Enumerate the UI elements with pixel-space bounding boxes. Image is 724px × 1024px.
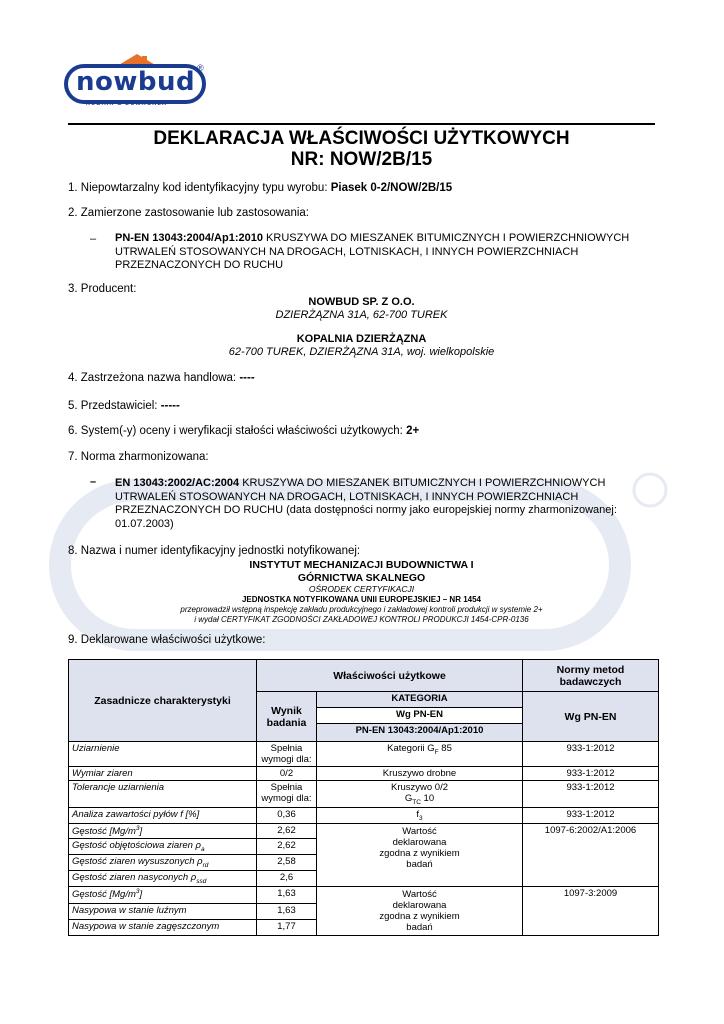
section-4-label: 4. Zastrzeżona nazwa handlowa: <box>68 372 240 384</box>
avcp-system: 2+ <box>406 425 420 437</box>
section-9-label: 9. Deklarowane właściwości użytkowe: <box>68 634 266 646</box>
row-category: Kategorii $G_F$ 85 <box>317 742 523 767</box>
section-8-label: 8. Nazwa i numer identyfikacyjny jednostki notyfikowanej: <box>68 545 361 557</box>
header-characteristics: Zasadnicze charakterystyki <box>69 660 257 742</box>
harmonised-standard-description: KRUSZYWA DO MIESZANEK BITUMICZNYCH I POWIERZCHNIOWYCH UTRWALEŃ STOSOWANYCH NA DROGACH, LOTNISKACH, I INNYCH POWIERZCHNIACH PRZEZNACZONYCH DO RUCHU (data dostępności normy jako europejskiej normy zharmonizowanej: 01.07.2003) <box>115 477 617 530</box>
row-characteristic: Gęstość ziaren wysuszonych $\rho_{rd}$ <box>69 854 257 870</box>
row-category: $f_3$ <box>317 807 523 823</box>
row-category-line1: Kruszywo 0/2 <box>390 782 449 793</box>
row-characteristic: Wymiar ziaren <box>69 767 257 781</box>
row-norm: 1097-6:2002/A1:2006 <box>523 823 659 886</box>
row-result: 0,36 <box>257 807 317 823</box>
row-category: Wartość deklarowana zgodna z wynikiem badań <box>317 886 523 935</box>
row-result: 1,77 <box>257 919 317 935</box>
row-norm: 933-1:2012 <box>523 807 659 823</box>
row-norm: 933-1:2012 <box>523 781 659 808</box>
row-result: 2,6 <box>257 870 317 886</box>
properties-table <box>68 659 659 936</box>
section-2-text <box>115 232 635 273</box>
row-category: Kruszywo 0/2 $G_{TC}$ 10 <box>317 781 523 808</box>
header-norms: Normy metod badawczych <box>523 660 659 692</box>
row-characteristic: Tolerancje uziarnienia <box>69 781 257 808</box>
row-result: 2,62 <box>257 823 317 838</box>
logo-text: nowbud <box>76 67 196 97</box>
header-standard: PN-EN 13043:2004/Ap1:2010 <box>317 724 523 742</box>
table-row <box>69 767 659 781</box>
header-category: KATEGORIA <box>317 692 523 708</box>
row-characteristic: Gęstość ziaren nasyconych $\rho_{ssd}$ <box>69 870 257 886</box>
row-characteristic: Gęstość objętościowa ziaren $\rho_a$ <box>69 838 257 854</box>
row-result: Spełnia wymogi dla: <box>257 742 317 767</box>
row-result: 2,62 <box>257 838 317 854</box>
mine-name: KOPALNIA DZIERŻĄZNA <box>296 333 427 345</box>
row-norm: 933-1:2012 <box>523 742 659 767</box>
section-2-description: KRUSZYWA DO MIESZANEK BITUMICZNYCH I POWIERZCHNIOWYCH UTRWALEŃ STOSOWANYCH NA DROGACH, LOTNISKACH, I INNYCH POWIERZCHNIACH PRZEZNACZONYCH DO RUCHU <box>115 232 630 271</box>
title-rule <box>68 123 655 125</box>
section-4 <box>68 372 255 384</box>
row-characteristic: Gęstość $[Mg/m^3]$ <box>69 823 257 838</box>
row-result: 1,63 <box>257 903 317 919</box>
bullet-dash: – <box>90 476 97 488</box>
representative: ----- <box>160 400 180 412</box>
row-characteristic: Nasypowa w stanie luźnym <box>69 903 257 919</box>
bullet-dash: – <box>90 233 97 245</box>
inspection-description: przeprowadził wstępną inspekcję zakładu produkcyjnego i zakładowej kontroli produkcji w systemie 2+ <box>180 605 543 614</box>
row-result: 2,58 <box>257 854 317 870</box>
certificate-description: i wydał CERTYFIKAT ZGODNOŚCI ZAKŁADOWEJ KONTROLI PRODUKCJI 1454-CPR-0136 <box>194 615 529 624</box>
section-6-label: 6. System(-y) oceny i weryfikacji stałości właściwości użytkowych: <box>68 425 407 437</box>
notified-body-name-2: GÓRNICTWA SKALNEGO <box>297 572 426 584</box>
certification-center: OŚRODEK CERTYFIKACJI <box>308 584 415 594</box>
producer-name: NOWBUD SP. Z O.O. <box>308 296 415 308</box>
declaration-number: NR: NOW/2B/15 <box>290 149 433 170</box>
section-2-label: 2. Zamierzone zastosowanie lub zastosowania: <box>68 207 309 219</box>
product-code: Piasek 0-2/NOW/2B/15 <box>330 182 453 194</box>
row-characteristic: Analiza zawartości pyłów f [%] <box>69 807 257 823</box>
section-5 <box>68 400 180 412</box>
section-7-text <box>115 477 640 531</box>
header-result: Wynik badania <box>257 692 317 742</box>
mine-address: 62-700 TUREK, DZIERŻĄZNA 31A, woj. wielkopolskie <box>228 346 495 358</box>
header-wg-pn-en-norms: Wg PN-EN <box>523 692 659 742</box>
row-category: Kruszywo drobne <box>317 767 523 781</box>
header-wg-pn-en: Wg PN-EN <box>317 708 523 724</box>
harmonised-standard: EN 13043:2002/AC:2004 <box>115 477 240 489</box>
row-result: 0/2 <box>257 767 317 781</box>
row-characteristic: Uziarnienie <box>69 742 257 767</box>
section-6 <box>68 425 419 437</box>
header-properties: Właściwości użytkowe <box>257 660 523 692</box>
trade-name: ---- <box>239 372 255 384</box>
row-result: Spełnia wymogi dla: <box>257 781 317 808</box>
row-norm: 1097-3:2009 <box>523 886 659 935</box>
notified-body-name-1: INSTYTUT MECHANIZACJI BUDOWNICTWA I <box>249 559 474 571</box>
table-row <box>69 807 659 823</box>
table-row <box>69 823 659 838</box>
section-1-label: 1. Niepowtarzalny kod identyfikacyjny typu wyrobu: <box>68 182 331 194</box>
row-characteristic: Nasypowa w stanie zagęszczonym <box>69 919 257 935</box>
section-7-label: 7. Norma zharmonizowana: <box>68 451 209 463</box>
logo-registered-mark: ® <box>197 63 204 73</box>
row-category: Wartość deklarowana zgodna z wynikiem badań <box>317 823 523 886</box>
page-title: DEKLARACJA WŁAŚCIWOŚCI UŻYTKOWYCH <box>153 128 570 149</box>
section-5-label: 5. Przedstawiciel: <box>68 400 161 412</box>
section-3-label: 3. Producent: <box>68 283 137 295</box>
section-2-standard: PN-EN 13043:2004/Ap1:2010 <box>115 232 263 244</box>
row-norm: 933-1:2012 <box>523 767 659 781</box>
notified-body-number: JEDNOSTKA NOTYFIKOWANA UNII EUROPEJSKIEJ – NR 1454 <box>241 595 481 604</box>
table-row <box>69 781 659 808</box>
table-row <box>69 742 659 767</box>
table-row <box>69 886 659 903</box>
row-characteristic: Gęstość $[Mg/m^3]$ <box>69 886 257 903</box>
row-result: 1,63 <box>257 886 317 903</box>
logo-subtitle: KUBIAK & DOMAGAŁA <box>86 101 168 107</box>
producer-address: DZIERŻĄZNA 31A, 62-700 TUREK <box>275 309 448 321</box>
section-1 <box>68 182 452 194</box>
